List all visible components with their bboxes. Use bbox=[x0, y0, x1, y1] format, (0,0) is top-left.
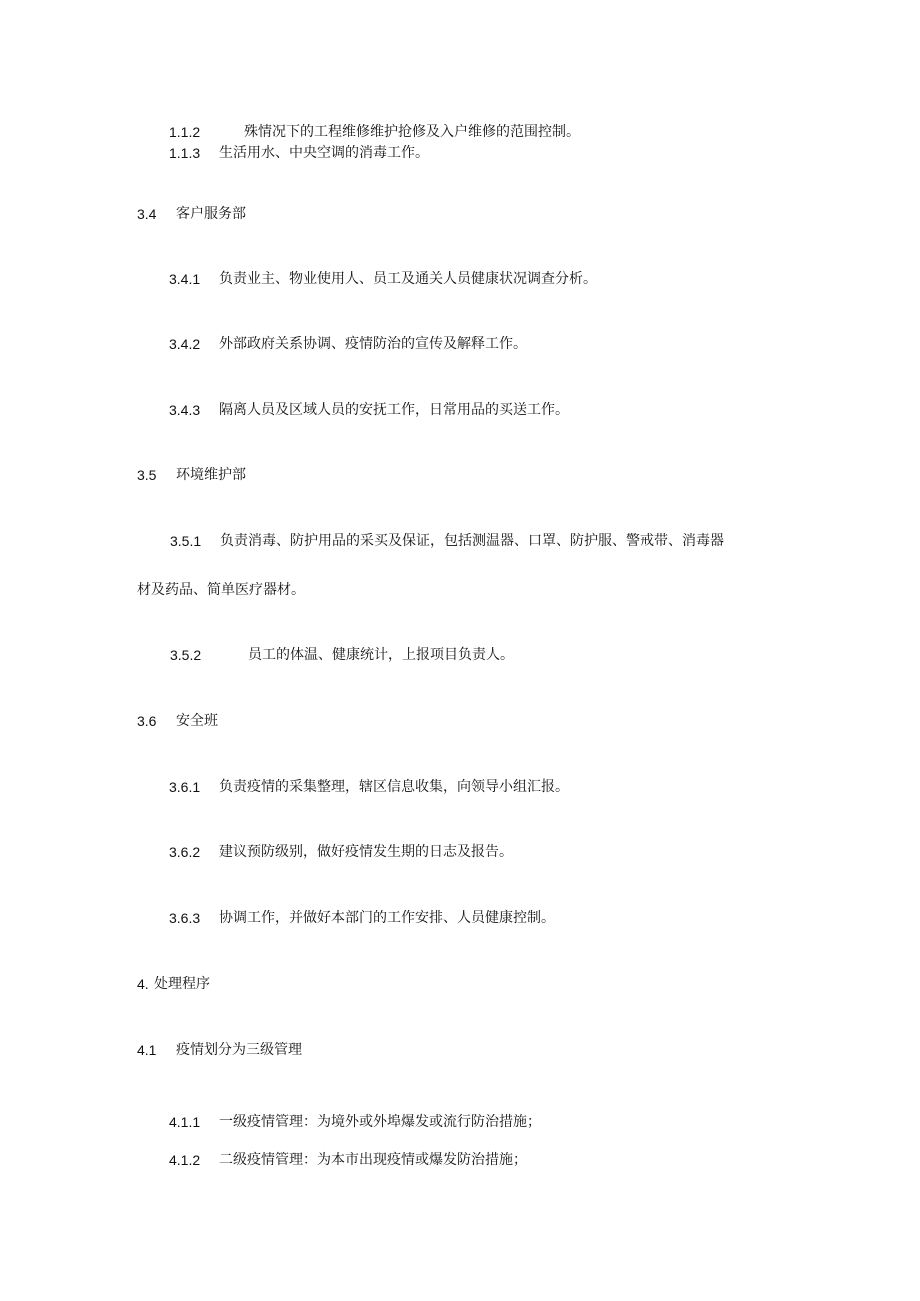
clause-number: 3.5.1 bbox=[170, 533, 202, 549]
section-3-4-heading bbox=[137, 205, 246, 224]
clause-number: 3.6.3 bbox=[169, 910, 201, 926]
clause-3-5-2 bbox=[170, 646, 514, 665]
section-number: 3.4 bbox=[137, 206, 157, 222]
clause-number: 3.5.2 bbox=[170, 647, 202, 663]
clause-text: 员工的体温、健康统计，上报项目负责人。 bbox=[248, 647, 514, 663]
clause-text: 负责消毒、防护用品的采买及保证，包括测温器、口罩、防护服、警戒带、消毒器 bbox=[220, 533, 724, 549]
clause-number: 4.1.1 bbox=[169, 1114, 201, 1130]
clause-3-6-2 bbox=[169, 843, 513, 862]
clause-number: 3.4.1 bbox=[169, 271, 201, 287]
section-3-6-heading bbox=[137, 712, 218, 731]
clause-1-1-2 bbox=[169, 123, 580, 142]
clause-text: 生活用水、中央空调的消毒工作。 bbox=[219, 145, 429, 161]
clause-3-6-3 bbox=[169, 909, 555, 928]
section-4-1-heading bbox=[137, 1041, 302, 1060]
section-3-5-heading bbox=[137, 466, 246, 485]
clause-text: 外部政府关系协调、疫情防治的宣传及解释工作。 bbox=[219, 336, 527, 352]
clause-text: 一级疫情管理：为境外或外埠爆发或流行防治措施； bbox=[219, 1114, 541, 1130]
section-4-heading bbox=[137, 975, 210, 994]
clause-3-6-1 bbox=[169, 778, 569, 797]
section-number: 4. bbox=[137, 976, 149, 992]
clause-1-1-3 bbox=[169, 144, 429, 163]
clause-text: 协调工作，并做好本部门的工作安排、人员健康控制。 bbox=[219, 910, 555, 926]
clause-3-5-1 bbox=[170, 532, 724, 551]
clause-4-1-2 bbox=[169, 1151, 527, 1170]
section-title: 环境维护部 bbox=[176, 467, 246, 483]
clause-text: 二级疫情管理：为本市出现疫情或爆发防治措施； bbox=[219, 1152, 527, 1168]
clause-3-5-1-continuation bbox=[137, 581, 305, 599]
section-title: 处理程序 bbox=[154, 976, 210, 992]
clause-number: 3.4.2 bbox=[169, 336, 201, 352]
section-number: 3.5 bbox=[137, 467, 157, 483]
clause-text: 负责疫情的采集整理，辖区信息收集，向领导小组汇报。 bbox=[219, 779, 569, 795]
clause-text: 建议预防级别，做好疫情发生期的日志及报告。 bbox=[219, 844, 513, 860]
section-number: 3.6 bbox=[137, 713, 157, 729]
clause-text: 负责业主、物业使用人、员工及通关人员健康状况调查分析。 bbox=[219, 271, 597, 287]
clause-text: 隔离人员及区域人员的安抚工作，日常用品的买送工作。 bbox=[219, 402, 569, 418]
clause-3-4-2 bbox=[169, 335, 527, 354]
clause-3-4-3 bbox=[169, 401, 569, 420]
clause-number: 1.1.2 bbox=[169, 124, 201, 140]
clause-3-4-1 bbox=[169, 270, 597, 289]
clause-number: 3.6.1 bbox=[169, 779, 201, 795]
clause-number: 1.1.3 bbox=[169, 145, 201, 161]
clause-4-1-1 bbox=[169, 1113, 541, 1132]
clause-text: 殊情况下的工程维修维护抢修及入户维修的范围控制。 bbox=[244, 124, 580, 140]
section-title: 安全班 bbox=[176, 713, 218, 729]
section-title: 客户服务部 bbox=[176, 206, 246, 222]
clause-text: 材及药品、简单医疗器材。 bbox=[137, 582, 305, 598]
clause-number: 3.4.3 bbox=[169, 402, 201, 418]
clause-number: 4.1.2 bbox=[169, 1152, 201, 1168]
section-number: 4.1 bbox=[137, 1042, 157, 1058]
clause-number: 3.6.2 bbox=[169, 844, 201, 860]
section-title: 疫情划分为三级管理 bbox=[176, 1042, 302, 1058]
